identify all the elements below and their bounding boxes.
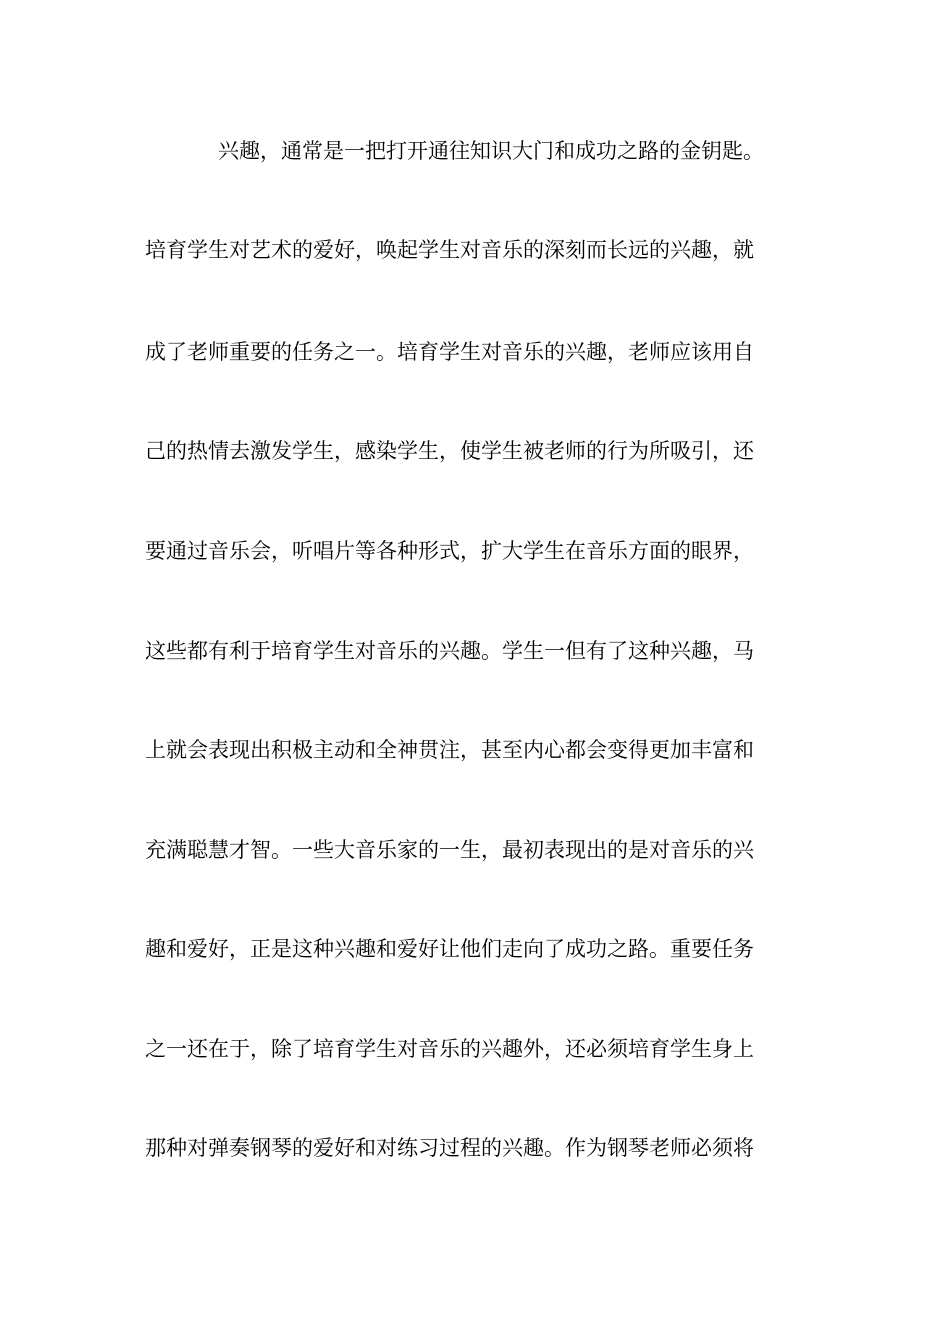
- body-text-line: 那种对弹奏钢琴的爱好和对练习过程的兴趣。作为钢琴老师必须将: [145, 1136, 754, 1160]
- body-text-line: 之一还在于，除了培育学生对音乐的兴趣外，还必须培育学生身上: [145, 1037, 754, 1061]
- body-text-line: 充满聪慧才智。一些大音乐家的一生，最初表现出的是对音乐的兴: [145, 838, 754, 862]
- body-text-line: 成了老师重要的任务之一。培育学生对音乐的兴趣，老师应该用自: [145, 340, 754, 364]
- body-text-line: 己的热情去激发学生，感染学生，使学生被老师的行为所吸引，还: [145, 439, 754, 463]
- body-text-line: 上就会表现出积极主动和全神贯注，甚至内心都会变得更加丰富和: [145, 738, 754, 762]
- body-text-line: 趣和爱好，正是这种兴趣和爱好让他们走向了成功之路。重要任务: [145, 937, 754, 961]
- body-text-line: 兴趣，通常是一把打开通往知识大门和成功之路的金钥匙。: [218, 139, 764, 163]
- body-text-line: 这些都有利于培育学生对音乐的兴趣。学生一但有了这种兴趣，马: [145, 639, 754, 663]
- body-text-line: 要通过音乐会，听唱片等各种形式，扩大学生在音乐方面的眼界，: [145, 539, 754, 563]
- body-text-line: 培育学生对艺术的爱好，唤起学生对音乐的深刻而长远的兴趣，就: [145, 238, 754, 262]
